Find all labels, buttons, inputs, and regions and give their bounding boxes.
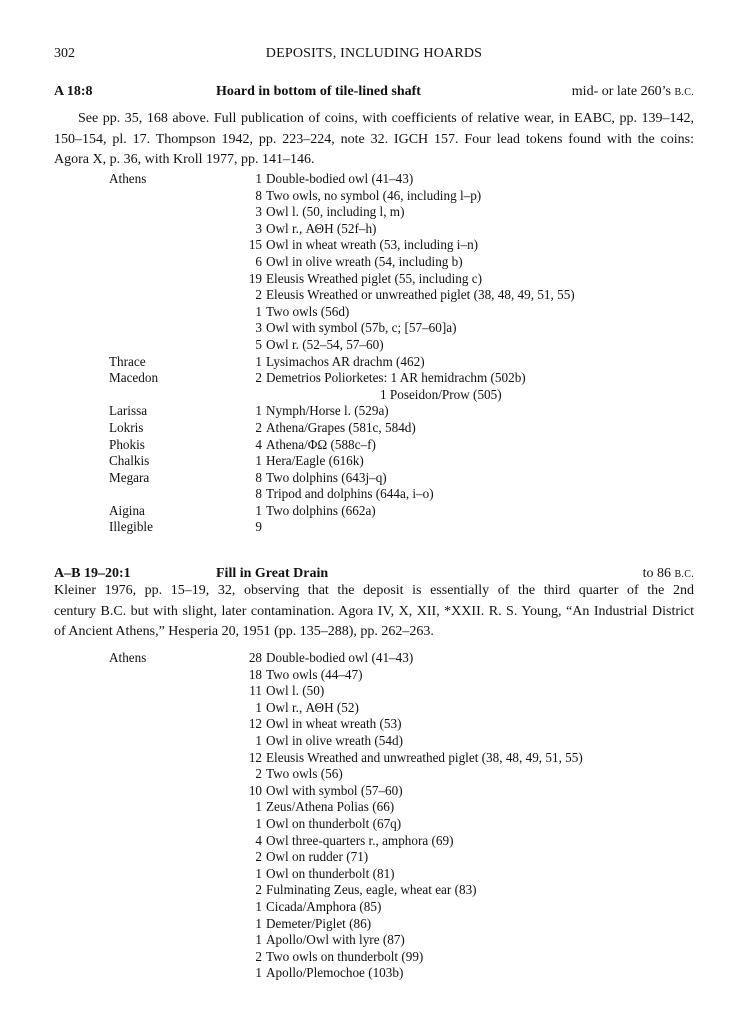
coin-count: 1 (255, 453, 262, 469)
coin-count: 12 (248, 716, 262, 732)
coin-entry (109, 700, 669, 717)
coin-description: Double-bodied owl (41–43) (266, 171, 414, 186)
coin-entry (109, 683, 669, 700)
coin-count: 19 (248, 270, 262, 286)
coin-description: Fulminating Zeus, eagle, wheat ear (83) (266, 882, 477, 898)
coin-description: Owl in olive wreath (54d) (266, 732, 403, 748)
coin-description: Demetrios Poliorketes: 1 AR hemidrachm (502b) (266, 370, 526, 386)
deposit-description (54, 109, 694, 171)
coin-description: Owl l. (50) (266, 683, 325, 699)
coin-count: 8 (255, 469, 262, 485)
mint-name: Thrace (109, 353, 146, 369)
coin-entry (109, 833, 669, 850)
paragraph-line: century B.C. but with slight, later contamination. Agora IV, X, XII, *XXII. R. S. Young, “An Industrial District (54, 603, 694, 619)
coin-entry (109, 453, 669, 470)
coin-description: Two owls (56d) (266, 303, 350, 319)
coin-description: Apollo/Plemochoe (103b) (266, 965, 404, 981)
coin-count: 4 (255, 832, 262, 848)
coin-count: 6 (255, 253, 262, 269)
coin-entry (109, 387, 669, 404)
coin-count: 28 (248, 650, 262, 665)
running-title: DEPOSITS, INCLUDING HOARDS (265, 46, 483, 61)
coin-description: Apollo/Owl with lyre (87) (266, 932, 405, 948)
coin-count: 1 (255, 915, 262, 931)
coin-entry (109, 849, 669, 866)
coin-description: Eleusis Wreathed or unwreathed piglet (38, 48, 49, 51, 55) (266, 287, 575, 303)
mint-name: Illegible (109, 519, 153, 535)
coin-entry (109, 667, 669, 684)
coin-count: 1 (255, 865, 262, 881)
coin-count: 2 (255, 849, 262, 865)
coin-description: Zeus/Athena Polias (66) (266, 799, 395, 815)
coin-description: Cicada/Amphora (85) (266, 898, 382, 914)
coin-description: Tripod and dolphins (644a, i–o) (266, 486, 434, 502)
coin-count: 11 (249, 683, 262, 699)
coin-entry (109, 650, 669, 667)
page-number: 302 (54, 46, 75, 61)
coin-count: 12 (248, 749, 262, 765)
mint-name: Chalkis (109, 453, 150, 469)
running-head (54, 46, 694, 66)
deposit-description (54, 581, 694, 643)
mint-name: Athens (109, 171, 147, 186)
coin-description: Eleusis Wreathed piglet (55, including c) (266, 270, 483, 286)
coin-description: Owl three-quarters r., amphora (69) (266, 832, 454, 848)
coin-description: Owl with symbol (57b, c; [57–60]a) (266, 320, 457, 336)
paragraph-line: Kleiner 1976, pp. 15–19, 32, observing that the deposit is essentially of the third quarter of the 2nd (54, 583, 694, 598)
coin-count: 1 (255, 699, 262, 715)
coin-count: 3 (255, 320, 262, 336)
mint-name: Larissa (109, 403, 148, 419)
coin-description: Two owls (56) (266, 766, 343, 782)
coin-description: Owl with symbol (57–60) (266, 782, 403, 798)
coin-entry (109, 354, 669, 371)
coin-description: Owl on thunderbolt (67q) (266, 815, 402, 831)
coin-description: Owl in wheat wreath (53, including i–n) (266, 237, 479, 253)
coin-count: 1 (255, 932, 262, 948)
coin-entry (109, 916, 669, 933)
coin-count: 1 (255, 815, 262, 831)
coin-count: 3 (255, 204, 262, 220)
coin-description: Owl l. (50, including l, m) (266, 204, 405, 220)
coin-entry (109, 254, 669, 271)
mint-name: Aigina (109, 502, 145, 518)
coin-entry (109, 204, 669, 221)
coin-entry (109, 271, 669, 288)
coin-entry (109, 437, 669, 454)
coin-description: Hera/Eagle (616k) (266, 453, 364, 469)
coin-count: 1 (255, 353, 262, 369)
coin-count: 2 (255, 882, 262, 898)
coin-entry (109, 304, 669, 321)
coin-count: 15 (248, 237, 262, 253)
coin-entry (109, 470, 669, 487)
coin-description: Two dolphins (643j–q) (266, 469, 387, 485)
paragraph-line: Agora X, p. 36, with Kroll 1977, pp. 141–146. (54, 152, 315, 167)
coin-count: 2 (255, 419, 262, 435)
coin-count: 1 (255, 965, 262, 981)
coin-entry (109, 733, 669, 750)
coin-count: 8 (255, 486, 262, 502)
coin-list (109, 171, 669, 536)
deposit-title: Hoard in bottom of tile-lined shaft (216, 84, 421, 99)
coin-entry (109, 965, 669, 982)
coin-count: 1 (255, 403, 262, 419)
coin-entry (109, 799, 669, 816)
coin-description: Lysimachos AR drachm (462) (266, 353, 425, 369)
coin-count: 1 (255, 732, 262, 748)
paragraph-line: 150–154, pl. 17. Thompson 1942, pp. 223–224, note 32. IGCH 157. Four lead tokens found with the coins: (54, 131, 694, 147)
deposit-heading (54, 84, 694, 104)
coin-entry (109, 716, 669, 733)
coin-description: Two owls on thunderbolt (99) (266, 948, 424, 964)
coin-description: Owl in olive wreath (54, including b) (266, 253, 463, 269)
coin-description: Owl r. (52–54, 57–60) (266, 336, 384, 352)
coin-entry (109, 188, 669, 205)
coin-count: 2 (255, 948, 262, 964)
coin-entry (109, 287, 669, 304)
coin-entry (109, 750, 669, 767)
coin-entry (109, 370, 669, 387)
coin-count: 1 (255, 171, 262, 186)
coin-count: 2 (255, 370, 262, 386)
coin-count: 3 (255, 220, 262, 236)
coin-count: 1 (255, 303, 262, 319)
mint-name: Macedon (109, 370, 159, 386)
paragraph-line: of Ancient Athens,” Hesperia 20, 1951 (pp. 135–288), pp. 262–263. (54, 624, 434, 639)
coin-description: Owl r., ΑΘΗ (52f–h) (266, 220, 377, 236)
coin-description: Owl on thunderbolt (81) (266, 865, 395, 881)
coin-entry (109, 237, 669, 254)
coin-count: 8 (255, 187, 262, 203)
coin-count: 2 (255, 766, 262, 782)
coin-description: Two owls (44–47) (266, 666, 363, 682)
coin-entry (109, 519, 669, 536)
coin-entry (109, 899, 669, 916)
coin-description: Athena/Grapes (581c, 584d) (266, 419, 416, 435)
deposit-date: to 86 B.C. (642, 566, 694, 581)
mint-name: Phokis (109, 436, 145, 452)
coin-entry (109, 403, 669, 420)
coin-count: 10 (248, 782, 262, 798)
coin-entry (109, 766, 669, 783)
coin-entry (109, 949, 669, 966)
coin-entry (109, 932, 669, 949)
coin-description: Owl in wheat wreath (53) (266, 716, 402, 732)
coin-entry (109, 816, 669, 833)
coin-entry (109, 171, 669, 188)
coin-count: 1 (255, 898, 262, 914)
coin-description: Owl on rudder (71) (266, 849, 369, 865)
coin-count: 18 (248, 666, 262, 682)
coin-description: Nymph/Horse l. (529a) (266, 403, 389, 419)
coin-list (109, 650, 669, 982)
coin-entry (109, 337, 669, 354)
mint-name: Lokris (109, 419, 144, 435)
coin-description: Two dolphins (662a) (266, 502, 376, 518)
coin-entry (109, 866, 669, 883)
coin-entry (109, 783, 669, 800)
coin-count: 1 (255, 799, 262, 815)
deposit-id: A–B 19–20:1 (54, 566, 131, 581)
paragraph-line: See pp. 35, 168 above. Full publication of coins, with coefficients of relative wear, in EABC, pp. 139–142, (78, 111, 694, 126)
coin-description: Double-bodied owl (41–43) (266, 650, 414, 665)
mint-name: Athens (109, 650, 147, 665)
coin-entry (109, 503, 669, 520)
coin-count: 1 (255, 502, 262, 518)
coin-entry (109, 486, 669, 503)
coin-description: Two owls, no symbol (46, including l–p) (266, 187, 482, 203)
coin-description: Eleusis Wreathed and unwreathed piglet (38, 48, 49, 51, 55) (266, 749, 583, 765)
deposit-title: Fill in Great Drain (216, 566, 329, 581)
deposit-id: A 18:8 (54, 84, 93, 99)
mint-name: Megara (109, 469, 150, 485)
coin-description: Owl r., ΑΘΗ (52) (266, 699, 359, 715)
coin-count: 4 (255, 436, 262, 452)
coin-subentry: 1 Poseidon/Prow (505) (380, 386, 502, 402)
coin-entry (109, 882, 669, 899)
coin-entry (109, 221, 669, 238)
deposit-date: mid- or late 260’s B.C. (571, 84, 694, 99)
coin-entry (109, 320, 669, 337)
coin-count: 5 (255, 336, 262, 352)
coin-entry (109, 420, 669, 437)
coin-description: Athena/ΦΩ (588c–f) (266, 436, 376, 452)
coin-description: Demeter/Piglet (86) (266, 915, 372, 931)
coin-count: 9 (255, 519, 262, 535)
coin-count: 2 (255, 287, 262, 303)
